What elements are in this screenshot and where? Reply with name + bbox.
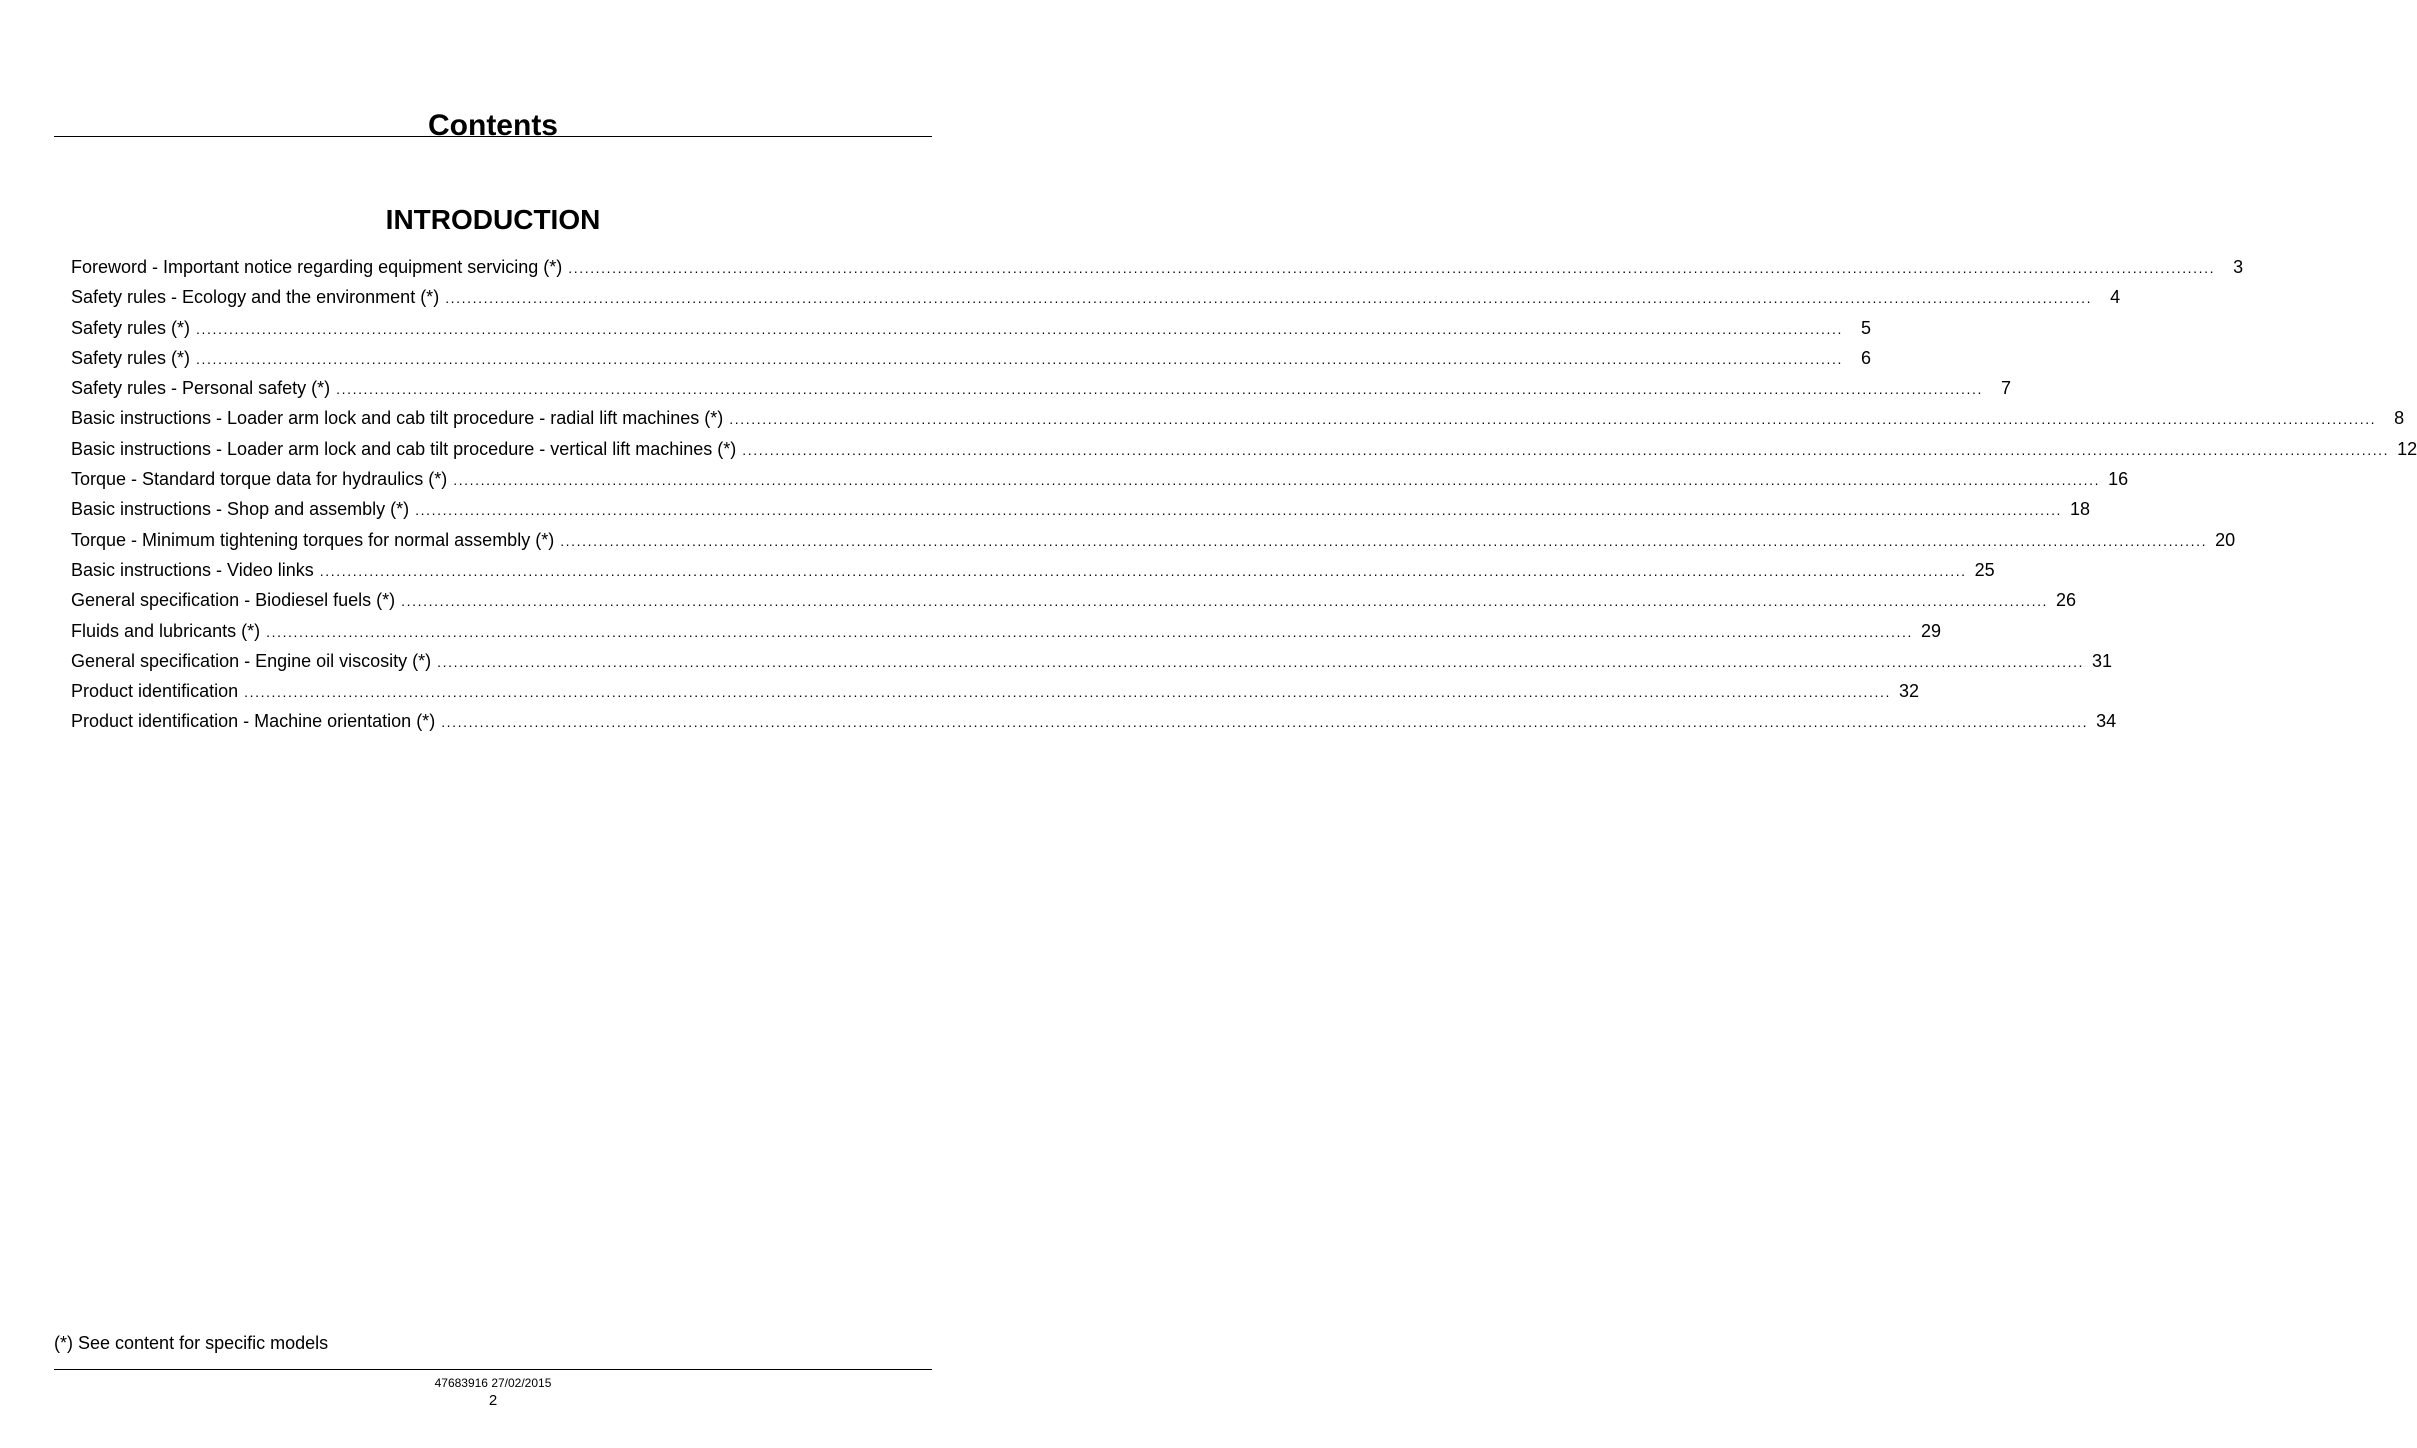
toc-leader-dots: ............................................................................................................................................................................................................................................................................................................ [453, 472, 2101, 489]
toc-entry[interactable] [71, 676, 1920, 706]
table-of-contents [71, 252, 2417, 737]
toc-entry-title: General specification - Engine oil viscosity (*) [71, 650, 432, 671]
toc-entry[interactable] [71, 252, 2244, 282]
toc-entry-page: 7 [2001, 378, 2012, 399]
toc-entry-page: 8 [2394, 408, 2405, 429]
toc-entry-page: 3 [2233, 257, 2244, 277]
toc-entry-title: Fluids and lubricants (*) [71, 620, 261, 641]
toc-entry[interactable] [71, 343, 1871, 373]
toc-entry[interactable] [71, 706, 2117, 736]
toc-entry-title: General specification - Biodiesel fuels (*) [71, 590, 396, 611]
toc-entry[interactable] [71, 373, 2012, 403]
toc-entry-page: 18 [2070, 499, 2091, 520]
toc-leader-dots: ............................................................................................................................................................................................................................................................................................................ [415, 502, 2063, 519]
toc-entry[interactable] [71, 403, 2405, 433]
toc-leader-dots: ............................................................................................................................................................................................................................................................................................................ [441, 714, 2089, 731]
toc-entry[interactable] [71, 313, 1871, 343]
toc-entry-title: Product identification - Machine orientation (*) [71, 711, 436, 732]
toc-entry-page: 31 [2092, 650, 2113, 671]
toc-entry[interactable] [71, 282, 2121, 312]
footnote: (*) See content for specific models [54, 1333, 329, 1353]
toc-entry-title: Torque - Standard torque data for hydraulics (*) [71, 469, 448, 490]
footer-divider [54, 1369, 932, 1370]
toc-leader-dots: ............................................................................................................................................................................................................................................................................................................ [336, 381, 1984, 398]
toc-entry[interactable] [71, 555, 1995, 585]
toc-entry-title: Basic instructions - Video links [71, 559, 314, 580]
toc-leader-dots: ............................................................................................................................................................................................................................................................................................................ [244, 684, 1892, 701]
toc-entry[interactable] [71, 585, 2077, 615]
toc-entry-page: 29 [1920, 620, 1941, 641]
toc-leader-dots: ............................................................................................................................................................................................................................................................................................................ [729, 411, 2377, 428]
toc-entry[interactable] [71, 434, 2417, 464]
toc-entry-title: Safety rules - Ecology and the environment (*) [71, 287, 440, 308]
toc-entry-page: 34 [2096, 711, 2117, 732]
page-title: Contents [428, 109, 558, 143]
page-number: 2 [488, 1392, 498, 1409]
toc-entry-title: Basic instructions - Loader arm lock and cab tilt procedure - radial lift machines (*) [71, 408, 724, 429]
toc-entry-title: Foreword - Important notice regarding equipment servicing (*) [71, 257, 563, 277]
toc-entry-title: Basic instructions - Loader arm lock and cab tilt procedure - vertical lift machines (*) [71, 438, 737, 459]
toc-entry-title: Safety rules (*) [71, 347, 191, 368]
toc-entry[interactable] [71, 464, 2129, 494]
toc-leader-dots: ............................................................................................................................................................................................................................................................................................................ [568, 260, 2216, 276]
toc-entry-title: Basic instructions - Shop and assembly (*) [71, 499, 410, 520]
toc-entry-title: Safety rules - Personal safety (*) [71, 378, 331, 399]
toc-entry-page: 16 [2108, 469, 2129, 490]
toc-entry-page: 4 [2110, 287, 2121, 308]
toc-leader-dots: ............................................................................................................................................................................................................................................................................................................ [437, 653, 2085, 670]
toc-entry-page: 20 [2215, 529, 2236, 550]
toc-entry-title: Torque - Minimum tightening torques for normal assembly (*) [71, 529, 555, 550]
toc-leader-dots: ............................................................................................................................................................................................................................................................................................................ [196, 320, 1843, 337]
toc-entry-title: Product identification [71, 681, 239, 702]
toc-entry-page: 12 [2397, 438, 2417, 459]
toc-leader-dots: ............................................................................................................................................................................................................................................................................................................ [560, 532, 2208, 549]
toc-entry-page: 32 [1898, 681, 1920, 702]
toc-entry-page: 5 [1860, 317, 1871, 338]
toc-entry[interactable] [71, 616, 1941, 646]
toc-leader-dots: ............................................................................................................................................................................................................................................................................................................ [196, 350, 1843, 367]
toc-leader-dots: ............................................................................................................................................................................................................................................................................................................ [266, 623, 1913, 640]
section-title: INTRODUCTION [385, 204, 601, 236]
toc-entry-page: 6 [1860, 347, 1871, 368]
document-id: 47683916 27/02/2015 [434, 1376, 552, 1390]
toc-entry-title: Safety rules (*) [71, 317, 191, 338]
toc-entry-page: 25 [1974, 559, 1995, 580]
toc-entry[interactable] [71, 494, 2091, 524]
toc-entry[interactable] [71, 525, 2236, 555]
header-divider [54, 136, 932, 137]
toc-leader-dots: ............................................................................................................................................................................................................................................................................................................ [319, 562, 1967, 579]
toc-leader-dots: ............................................................................................................................................................................................................................................................................................................ [742, 441, 2390, 458]
toc-leader-dots: ............................................................................................................................................................................................................................................................................................................ [401, 593, 2049, 610]
toc-leader-dots: ............................................................................................................................................................................................................................................................................................................ [445, 290, 2093, 307]
toc-entry[interactable] [71, 646, 2113, 676]
toc-entry-page: 26 [2056, 590, 2077, 611]
